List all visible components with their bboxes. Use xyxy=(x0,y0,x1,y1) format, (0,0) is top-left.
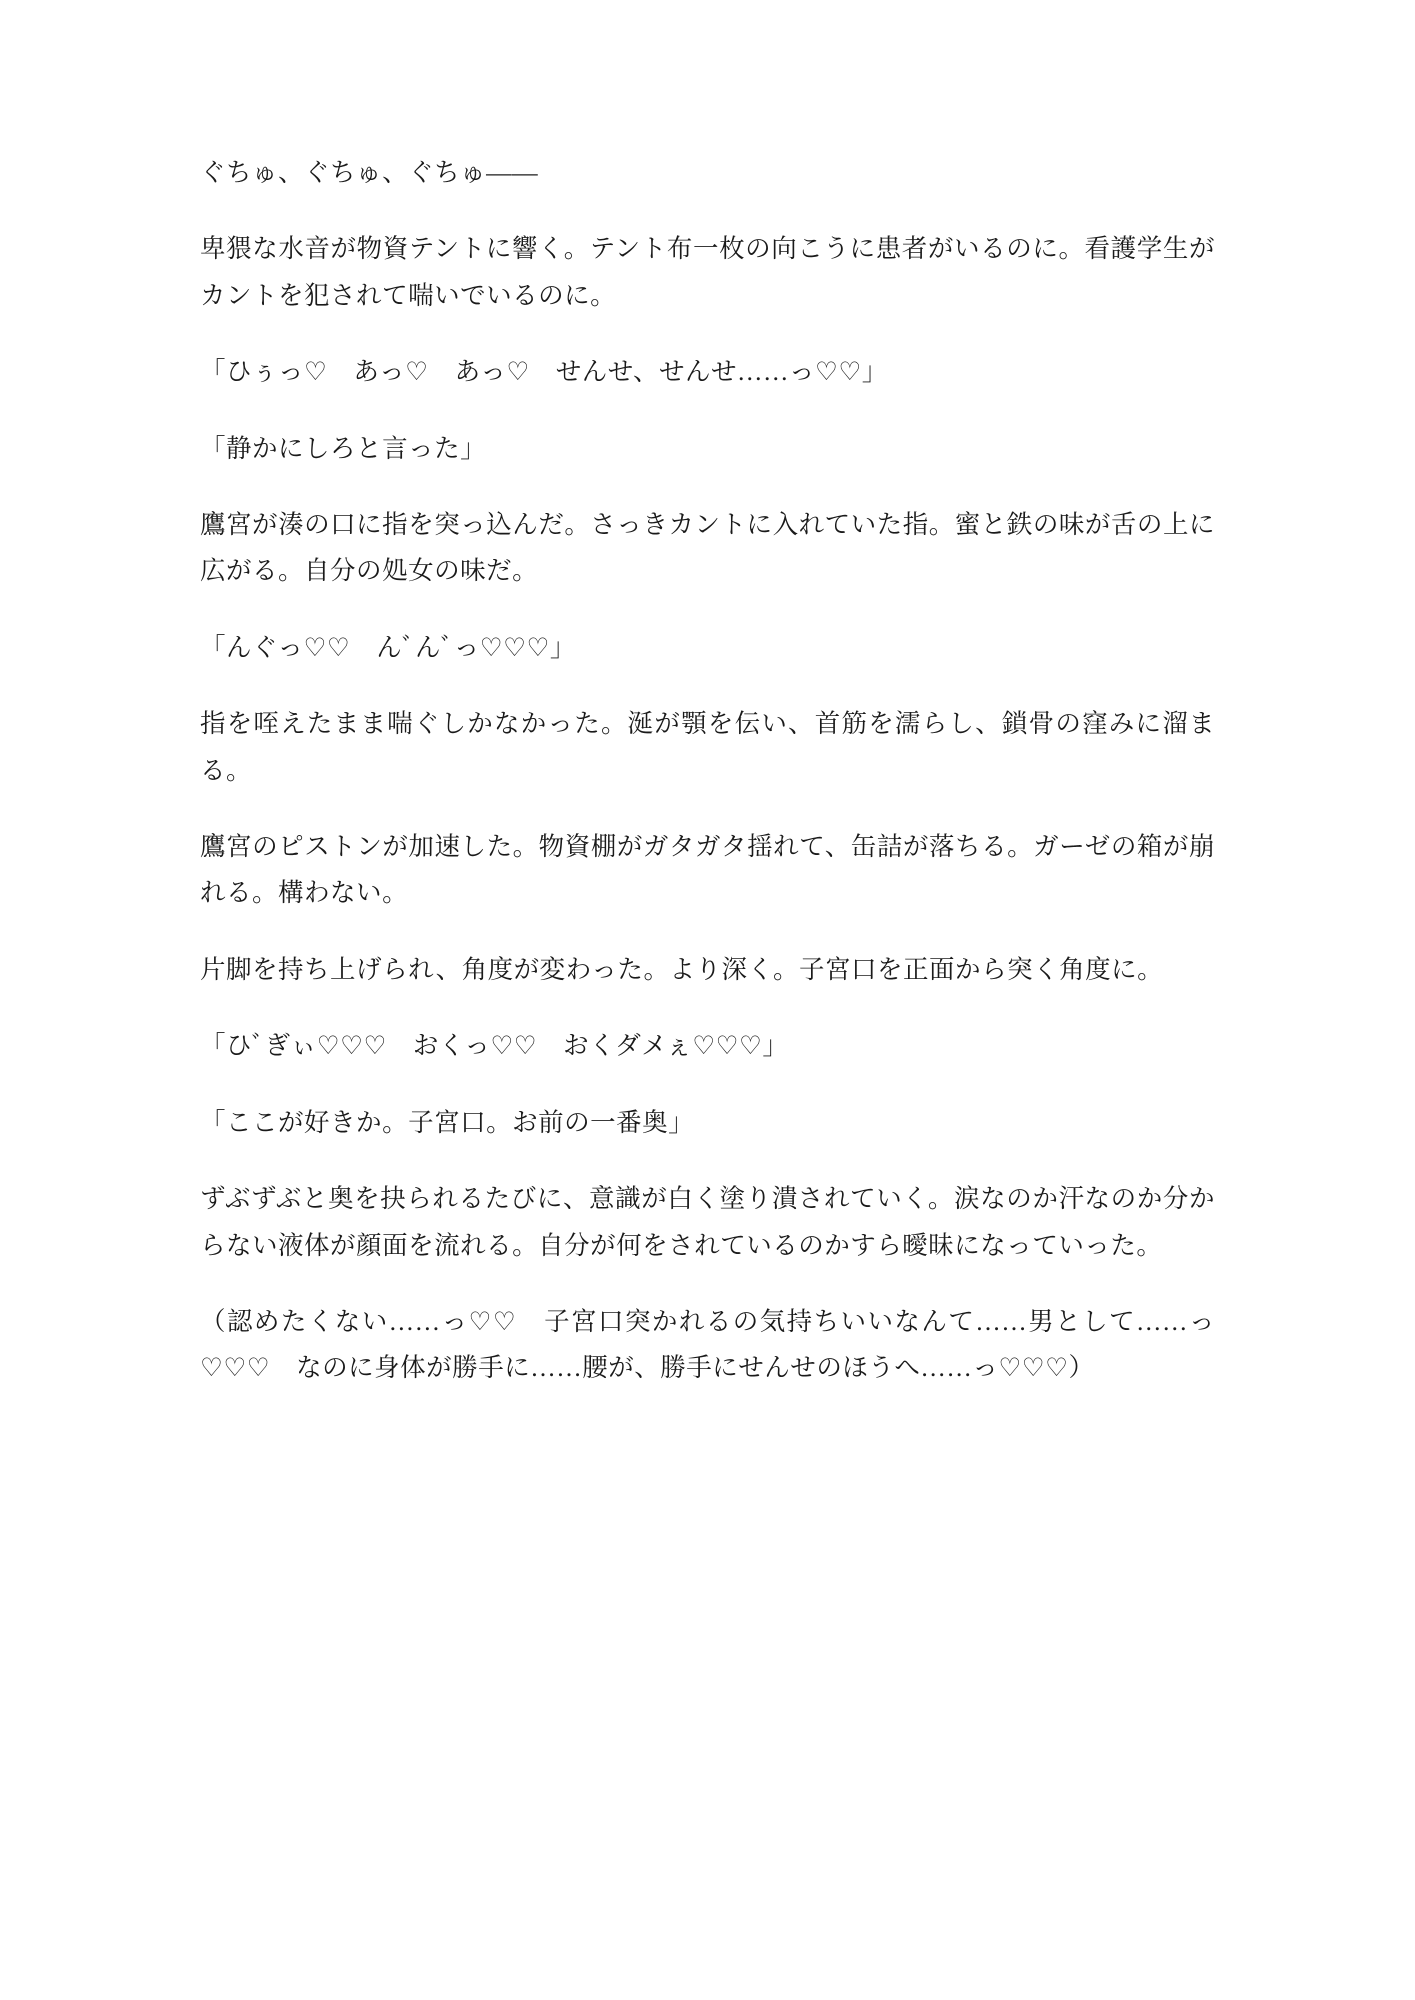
paragraph: 鷹宮のピストンが加速した。物資棚がガタガタ揺れて、缶詰が落ちる。ガーゼの箱が崩れる。構わない。 xyxy=(200,832,1215,908)
paragraph: ずぶずぶと奥を抉られるたびに、意識が白く塗り潰されていく。涙なのか汗なのか分からない液体が顔面を流れる。自分が何をされているのかすら曖昧になっていった。 xyxy=(200,1184,1215,1260)
paragraph: 卑猥な水音が物資テントに響く。テント布一枚の向こうに患者がいるのに。看護学生がカントを犯されて喘いでいるのに。 xyxy=(200,234,1215,310)
paragraph: 「ここが好きか。子宮口。お前の一番奥」 xyxy=(200,1107,695,1137)
paragraph: （認めたくない……っ♡♡ 子宮口突かれるの気持ちいいなんて……男として……っ♡♡♡ なのに身体が勝手に……腰が、勝手にせんせのほうへ……っ♡♡♡） xyxy=(200,1306,1215,1383)
paragraph: ぐちゅ、ぐちゅ、ぐちゅ—— xyxy=(200,158,539,187)
paragraph: 片脚を持ち上げられ、角度が変わった。より深く。子宮口を正面から突く角度に。 xyxy=(200,954,1164,984)
paragraph: 「ひﾞぎぃ♡♡♡ おくっ♡♡ おくダメぇ♡♡♡」 xyxy=(200,1031,789,1061)
paragraph: 鷹宮が湊の口に指を突っ込んだ。さっきカントに入れていた指。蜜と鉄の味が舌の上に広がる。自分の処女の味だ。 xyxy=(200,510,1215,586)
paragraph: 「んぐっ♡♡ んﾞんﾞっ♡♡♡」 xyxy=(200,632,576,662)
paragraph: 「ひぅっ♡ あっ♡ あっ♡ せんせ、せんせ……っ♡♡」 xyxy=(200,357,888,387)
paragraph: 「静かにしろと言った」 xyxy=(200,433,487,463)
paragraph: 指を咥えたまま喘ぐしかなかった。涎が顎を伝い、首筋を濡らし、鎖骨の窪みに溜まる。 xyxy=(200,709,1215,785)
document-body xyxy=(200,150,1215,1392)
